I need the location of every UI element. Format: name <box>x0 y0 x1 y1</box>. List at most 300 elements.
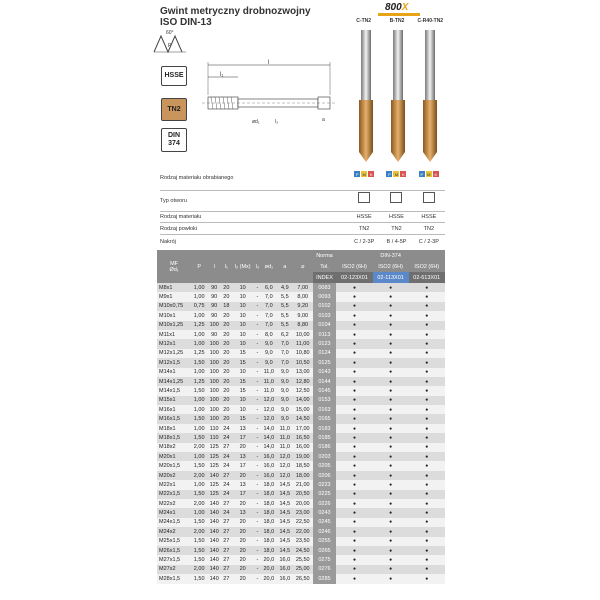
cell-l1: 27 <box>221 471 231 480</box>
cell-d2: 22,00 <box>293 527 313 536</box>
cell-l3: - <box>254 433 261 442</box>
svg-text:l₁: l₁ <box>220 72 224 78</box>
cell-index: 0143 <box>313 368 337 377</box>
cell-mf: M14x1,5 <box>157 386 191 395</box>
cell-mf: M11x1 <box>157 330 191 339</box>
cell-mf: M12x1,25 <box>157 349 191 358</box>
cell-l3: - <box>254 283 261 292</box>
table-row <box>157 471 445 480</box>
availability-dot: ● <box>373 405 409 414</box>
cell-l1: 20 <box>221 377 231 386</box>
cell-l1: 24 <box>221 461 231 470</box>
header-code-3: 02-613X01 <box>409 272 445 283</box>
hole-icon-1 <box>348 192 380 205</box>
availability-dot: ● <box>409 480 445 489</box>
table-row <box>157 452 445 461</box>
cell-l2: 20 <box>231 443 254 452</box>
cell-l1: 20 <box>221 292 231 301</box>
material-label: Rodzaj materiału obrabianego <box>160 175 234 181</box>
cell-mf: M22x1 <box>157 480 191 489</box>
availability-dot: ● <box>409 461 445 470</box>
table-row <box>157 565 445 574</box>
cell-a: 12,0 <box>277 452 293 461</box>
tap-product-images <box>350 28 446 163</box>
cell-d: 12,0 <box>261 405 277 414</box>
cell-d2: 10,00 <box>293 330 313 339</box>
cell-l2: 20 <box>231 565 254 574</box>
cell-l3: - <box>254 368 261 377</box>
cell-index: 0186 <box>313 443 337 452</box>
cell-mf: M10x1,25 <box>157 321 191 330</box>
cell-l1: 27 <box>221 537 231 546</box>
cell-p: 1,50 <box>191 546 207 555</box>
cell-d2: 10,80 <box>293 349 313 358</box>
cell-l3: - <box>254 546 261 555</box>
cell-l1: 27 <box>221 555 231 564</box>
cell-d2: 8,80 <box>293 321 313 330</box>
cell-p: 1,50 <box>191 555 207 564</box>
cell-l3: - <box>254 555 261 564</box>
availability-dot: ● <box>373 555 409 564</box>
cell-l: 90 <box>207 283 221 292</box>
cell-p: 1,50 <box>191 574 207 583</box>
availability-dot: ● <box>373 546 409 555</box>
cell-l1: 20 <box>221 321 231 330</box>
svg-text:a: a <box>322 117 325 123</box>
cell-d: 11,0 <box>261 368 277 377</box>
cell-d: 16,0 <box>261 452 277 461</box>
svg-text:l: l <box>268 60 270 66</box>
cell-d: 18,0 <box>261 537 277 546</box>
header-index-label: INDEX <box>313 272 337 283</box>
availability-dot: ● <box>373 368 409 377</box>
cell-d2: 12,80 <box>293 377 313 386</box>
availability-dot: ● <box>373 311 409 320</box>
cell-l3: - <box>254 424 261 433</box>
cell-d: 16,0 <box>261 461 277 470</box>
cell-l3: - <box>254 377 261 386</box>
cell-l3: - <box>254 414 261 423</box>
cell-d: 9,0 <box>261 358 277 367</box>
cell-p: 2,00 <box>191 499 207 508</box>
cell-a: 6,2 <box>277 330 293 339</box>
cell-mf: M22x2 <box>157 499 191 508</box>
cell-p: 1,50 <box>191 490 207 499</box>
table-row <box>157 527 445 536</box>
cell-d: 9,0 <box>261 339 277 348</box>
cell-a: 9,0 <box>277 414 293 423</box>
cell-p: 2,00 <box>191 471 207 480</box>
cell-l: 100 <box>207 405 221 414</box>
cell-d: 7,0 <box>261 302 277 311</box>
title-line-1: Gwint metryczny drobnozwojny <box>160 6 311 17</box>
cell-d: 14,0 <box>261 433 277 442</box>
cell-a: 14,5 <box>277 546 293 555</box>
cell-d: 12,0 <box>261 396 277 405</box>
cell-index: 0113 <box>313 330 337 339</box>
cell-p: 1,00 <box>191 339 207 348</box>
header-norm-label: Norma <box>313 250 337 261</box>
cell-l2: 15 <box>231 358 254 367</box>
cell-a: 14,5 <box>277 480 293 489</box>
cell-index: 0144 <box>313 377 337 386</box>
table-row <box>157 396 445 405</box>
cell-p: 1,50 <box>191 414 207 423</box>
availability-dot: ● <box>409 321 445 330</box>
cell-l: 140 <box>207 546 221 555</box>
chamfer-2: B / 4-5P <box>386 239 407 245</box>
cell-l1: 27 <box>221 546 231 555</box>
tool-material-label: Rodzaj materiału <box>160 214 202 220</box>
availability-dot: ● <box>373 321 409 330</box>
cell-a: 12,0 <box>277 471 293 480</box>
cell-index: 0093 <box>313 292 337 301</box>
header-tol-1: ISO2 (6H) <box>336 261 372 272</box>
cell-l3: - <box>254 396 261 405</box>
tool-material-1: HSSE <box>356 214 372 220</box>
cell-l2: 20 <box>231 546 254 555</box>
availability-dot: ● <box>409 490 445 499</box>
availability-dot: ● <box>409 508 445 517</box>
cell-d2: 25,00 <box>293 565 313 574</box>
cell-l2: 10 <box>231 321 254 330</box>
cell-index: 0124 <box>313 349 337 358</box>
cell-l1: 20 <box>221 414 231 423</box>
cell-l2: 17 <box>231 433 254 442</box>
cell-mf: M28x1,5 <box>157 574 191 583</box>
cell-l2: 10 <box>231 283 254 292</box>
cell-p: 1,50 <box>191 386 207 395</box>
cell-d: 20,0 <box>261 565 277 574</box>
availability-dot: ● <box>409 377 445 386</box>
brand-logo: 800X <box>385 2 409 13</box>
cell-d: 18,0 <box>261 490 277 499</box>
table-row <box>157 461 445 470</box>
tool-material-2: HSSE <box>389 214 404 220</box>
column-c-tn2: C-TN2 <box>356 18 372 24</box>
availability-dot: ● <box>373 537 409 546</box>
hole-icon-2 <box>380 192 412 205</box>
cell-mf: M24x2 <box>157 527 191 536</box>
cell-l: 100 <box>207 321 221 330</box>
availability-dot: ● <box>336 508 372 517</box>
cell-l: 100 <box>207 339 221 348</box>
cell-l3: - <box>254 508 261 517</box>
column-b-tn2: B-TN2 <box>389 18 405 24</box>
availability-dot: ● <box>336 499 372 508</box>
cell-d2: 20,00 <box>293 499 313 508</box>
cell-d2: 23,50 <box>293 537 313 546</box>
tap-c-tn2 <box>359 30 373 162</box>
cell-l3: - <box>254 461 261 470</box>
cell-l2: 10 <box>231 311 254 320</box>
cell-mf: M27x1,5 <box>157 555 191 564</box>
tap-b-tn2 <box>391 30 405 162</box>
availability-dot: ● <box>336 292 372 301</box>
cell-p: 1,00 <box>191 480 207 489</box>
cell-l3: - <box>254 518 261 527</box>
cell-d: 20,0 <box>261 555 277 564</box>
table-row <box>157 292 445 301</box>
cell-mf: M18x1,5 <box>157 433 191 442</box>
cell-index: 0245 <box>313 518 337 527</box>
cell-a: 14,5 <box>277 508 293 517</box>
availability-dot: ● <box>336 433 372 442</box>
cell-mf: M18x2 <box>157 443 191 452</box>
cell-index: 0083 <box>313 283 337 292</box>
cell-l: 90 <box>207 302 221 311</box>
cell-l2: 10 <box>231 339 254 348</box>
availability-dot: ● <box>373 283 409 292</box>
availability-dot: ● <box>409 433 445 442</box>
cell-l1: 20 <box>221 339 231 348</box>
cell-l3: - <box>254 311 261 320</box>
cell-p: 1,00 <box>191 508 207 517</box>
availability-dot: ● <box>373 386 409 395</box>
cell-d: 12,0 <box>261 414 277 423</box>
cell-index: 0285 <box>313 574 337 583</box>
cell-l3: - <box>254 321 261 330</box>
cell-mf: M10x0,75 <box>157 302 191 311</box>
cell-mf: M15x1 <box>157 396 191 405</box>
cell-mf: M20x2 <box>157 471 191 480</box>
availability-dot: ● <box>336 302 372 311</box>
cell-d2: 18,00 <box>293 471 313 480</box>
cell-d: 14,0 <box>261 424 277 433</box>
cell-d: 9,0 <box>261 349 277 358</box>
cell-l2: 20 <box>231 555 254 564</box>
cell-l1: 20 <box>221 396 231 405</box>
cell-index: 0163 <box>313 405 337 414</box>
availability-dot: ● <box>373 414 409 423</box>
cell-l1: 24 <box>221 452 231 461</box>
cell-l: 125 <box>207 461 221 470</box>
cell-d: 7,0 <box>261 311 277 320</box>
cell-a: 7,0 <box>277 358 293 367</box>
header-code-2: 02-113X01 <box>373 272 409 283</box>
availability-dot: ● <box>336 339 372 348</box>
cell-p: 1,50 <box>191 537 207 546</box>
cell-a: 5,5 <box>277 321 293 330</box>
cell-a: 5,5 <box>277 302 293 311</box>
cell-p: 2,00 <box>191 443 207 452</box>
cell-index: 0103 <box>313 311 337 320</box>
cell-l3: - <box>254 565 261 574</box>
cell-a: 14,5 <box>277 518 293 527</box>
cell-index: 0276 <box>313 565 337 574</box>
cell-index: 0125 <box>313 358 337 367</box>
availability-dot: ● <box>409 537 445 546</box>
availability-dot: ● <box>409 574 445 583</box>
cell-l1: 20 <box>221 386 231 395</box>
cell-a: 5,5 <box>277 292 293 301</box>
thread-profile-icon <box>152 28 188 56</box>
cell-l1: 24 <box>221 508 231 517</box>
cell-l: 140 <box>207 527 221 536</box>
cell-l: 100 <box>207 414 221 423</box>
cell-a: 16,0 <box>277 555 293 564</box>
cell-mf: M24x1,5 <box>157 518 191 527</box>
cell-p: 1,25 <box>191 377 207 386</box>
cell-l: 90 <box>207 330 221 339</box>
availability-dot: ● <box>336 283 372 292</box>
table-row <box>157 424 445 433</box>
availability-dot: ● <box>336 405 372 414</box>
cell-d: 18,0 <box>261 546 277 555</box>
coating-1: TN2 <box>358 226 370 232</box>
cell-d: 8,0 <box>261 330 277 339</box>
cell-l: 100 <box>207 386 221 395</box>
cell-index: 0205 <box>313 461 337 470</box>
material-pmk-1: P M K <box>355 171 373 177</box>
cell-l2: 20 <box>231 471 254 480</box>
cell-index: 0185 <box>313 433 337 442</box>
header-tol-label: Tol. <box>313 261 337 272</box>
cell-index: 0223 <box>313 480 337 489</box>
cell-l3: - <box>254 358 261 367</box>
cell-p: 1,00 <box>191 283 207 292</box>
cell-mf: M9x1 <box>157 292 191 301</box>
cell-p: 1,00 <box>191 330 207 339</box>
din-374-icon: DIN 374 <box>161 128 187 152</box>
availability-dot: ● <box>409 405 445 414</box>
cell-l1: 20 <box>221 368 231 377</box>
availability-dot: ● <box>373 480 409 489</box>
header-norm-value: DIN-374 <box>336 250 445 261</box>
availability-dot: ● <box>373 565 409 574</box>
availability-dot: ● <box>409 302 445 311</box>
cell-a: 7,0 <box>277 349 293 358</box>
cell-p: 1,25 <box>191 321 207 330</box>
table-row <box>157 339 445 348</box>
cell-index: 0153 <box>313 396 337 405</box>
availability-dot: ● <box>373 452 409 461</box>
cell-a: 16,0 <box>277 574 293 583</box>
table-row <box>157 480 445 489</box>
table-row <box>157 358 445 367</box>
hsse-icon: HSSE <box>161 66 187 86</box>
hole-icon-3 <box>413 192 445 205</box>
cell-d2: 25,50 <box>293 555 313 564</box>
cell-l1: 20 <box>221 330 231 339</box>
cell-d2: 9,20 <box>293 302 313 311</box>
cell-p: 2,00 <box>191 527 207 536</box>
cell-p: 1,00 <box>191 405 207 414</box>
cell-l: 125 <box>207 490 221 499</box>
cell-p: 1,00 <box>191 424 207 433</box>
availability-dot: ● <box>409 414 445 423</box>
cell-a: 9,0 <box>277 368 293 377</box>
availability-dot: ● <box>336 471 372 480</box>
cell-l3: - <box>254 443 261 452</box>
cell-d2: 20,50 <box>293 490 313 499</box>
chamfer-label: Nakrój <box>160 239 176 245</box>
cell-a: 11,0 <box>277 433 293 442</box>
cell-l3: - <box>254 527 261 536</box>
cell-l2: 10 <box>231 368 254 377</box>
table-row <box>157 330 445 339</box>
table-row <box>157 414 445 423</box>
column-c-r40-tn2: C-R40-TN2 <box>417 18 444 24</box>
cell-l: 125 <box>207 452 221 461</box>
cell-index: 0265 <box>313 546 337 555</box>
cell-d2: 10,50 <box>293 358 313 367</box>
svg-text:ød₁: ød₁ <box>252 119 260 125</box>
table-row <box>157 405 445 414</box>
table-row <box>157 499 445 508</box>
table-row <box>157 377 445 386</box>
cell-l2: 20 <box>231 574 254 583</box>
cell-l2: 13 <box>231 508 254 517</box>
header-l2: l₂ (Mx) <box>231 250 254 283</box>
title-line-2: ISO DIN-13 <box>160 17 212 28</box>
cell-l1: 24 <box>221 433 231 442</box>
availability-dot: ● <box>409 386 445 395</box>
header-l3: l₃ <box>254 250 261 283</box>
table-row <box>157 321 445 330</box>
coating-2: TN2 <box>391 226 402 232</box>
cell-d2: 19,00 <box>293 452 313 461</box>
product-column-headers <box>347 18 447 24</box>
cell-l: 100 <box>207 377 221 386</box>
cell-index: 0206 <box>313 471 337 480</box>
cell-d2: 23,00 <box>293 508 313 517</box>
availability-dot: ● <box>409 565 445 574</box>
cell-index: 0145 <box>313 386 337 395</box>
availability-dot: ● <box>336 386 372 395</box>
cell-a: 11,0 <box>277 443 293 452</box>
cell-l2: 10 <box>231 396 254 405</box>
cell-a: 14,5 <box>277 490 293 499</box>
table-row <box>157 302 445 311</box>
header-p: P <box>191 250 207 283</box>
cell-d: 14,0 <box>261 443 277 452</box>
cell-d2: 17,00 <box>293 424 313 433</box>
availability-dot: ● <box>373 508 409 517</box>
cell-mf: M27x2 <box>157 565 191 574</box>
table-row <box>157 311 445 320</box>
availability-dot: ● <box>409 283 445 292</box>
cell-l3: - <box>254 330 261 339</box>
cell-mf: M20x1 <box>157 452 191 461</box>
availability-dot: ● <box>373 527 409 536</box>
cell-l2: 20 <box>231 527 254 536</box>
availability-dot: ● <box>373 574 409 583</box>
cell-d: 20,0 <box>261 574 277 583</box>
cell-p: 1,50 <box>191 358 207 367</box>
tap-c-r40-tn2 <box>423 30 437 162</box>
cell-index: 0183 <box>313 424 337 433</box>
cell-l1: 20 <box>221 283 231 292</box>
availability-dot: ● <box>336 330 372 339</box>
cell-l: 140 <box>207 471 221 480</box>
cell-d2: 16,00 <box>293 443 313 452</box>
cell-l: 110 <box>207 424 221 433</box>
cell-a: 12,0 <box>277 461 293 470</box>
cell-l1: 24 <box>221 480 231 489</box>
material-pmk-2: P M K <box>388 171 405 177</box>
cell-l2: 10 <box>231 330 254 339</box>
cell-d: 7,0 <box>261 292 277 301</box>
cell-l3: - <box>254 480 261 489</box>
availability-dot: ● <box>336 537 372 546</box>
availability-dot: ● <box>409 349 445 358</box>
cell-l2: 10 <box>231 292 254 301</box>
cell-index: 0225 <box>313 490 337 499</box>
cell-l2: 10 <box>231 302 254 311</box>
cell-a: 7,0 <box>277 339 293 348</box>
cell-l: 140 <box>207 537 221 546</box>
